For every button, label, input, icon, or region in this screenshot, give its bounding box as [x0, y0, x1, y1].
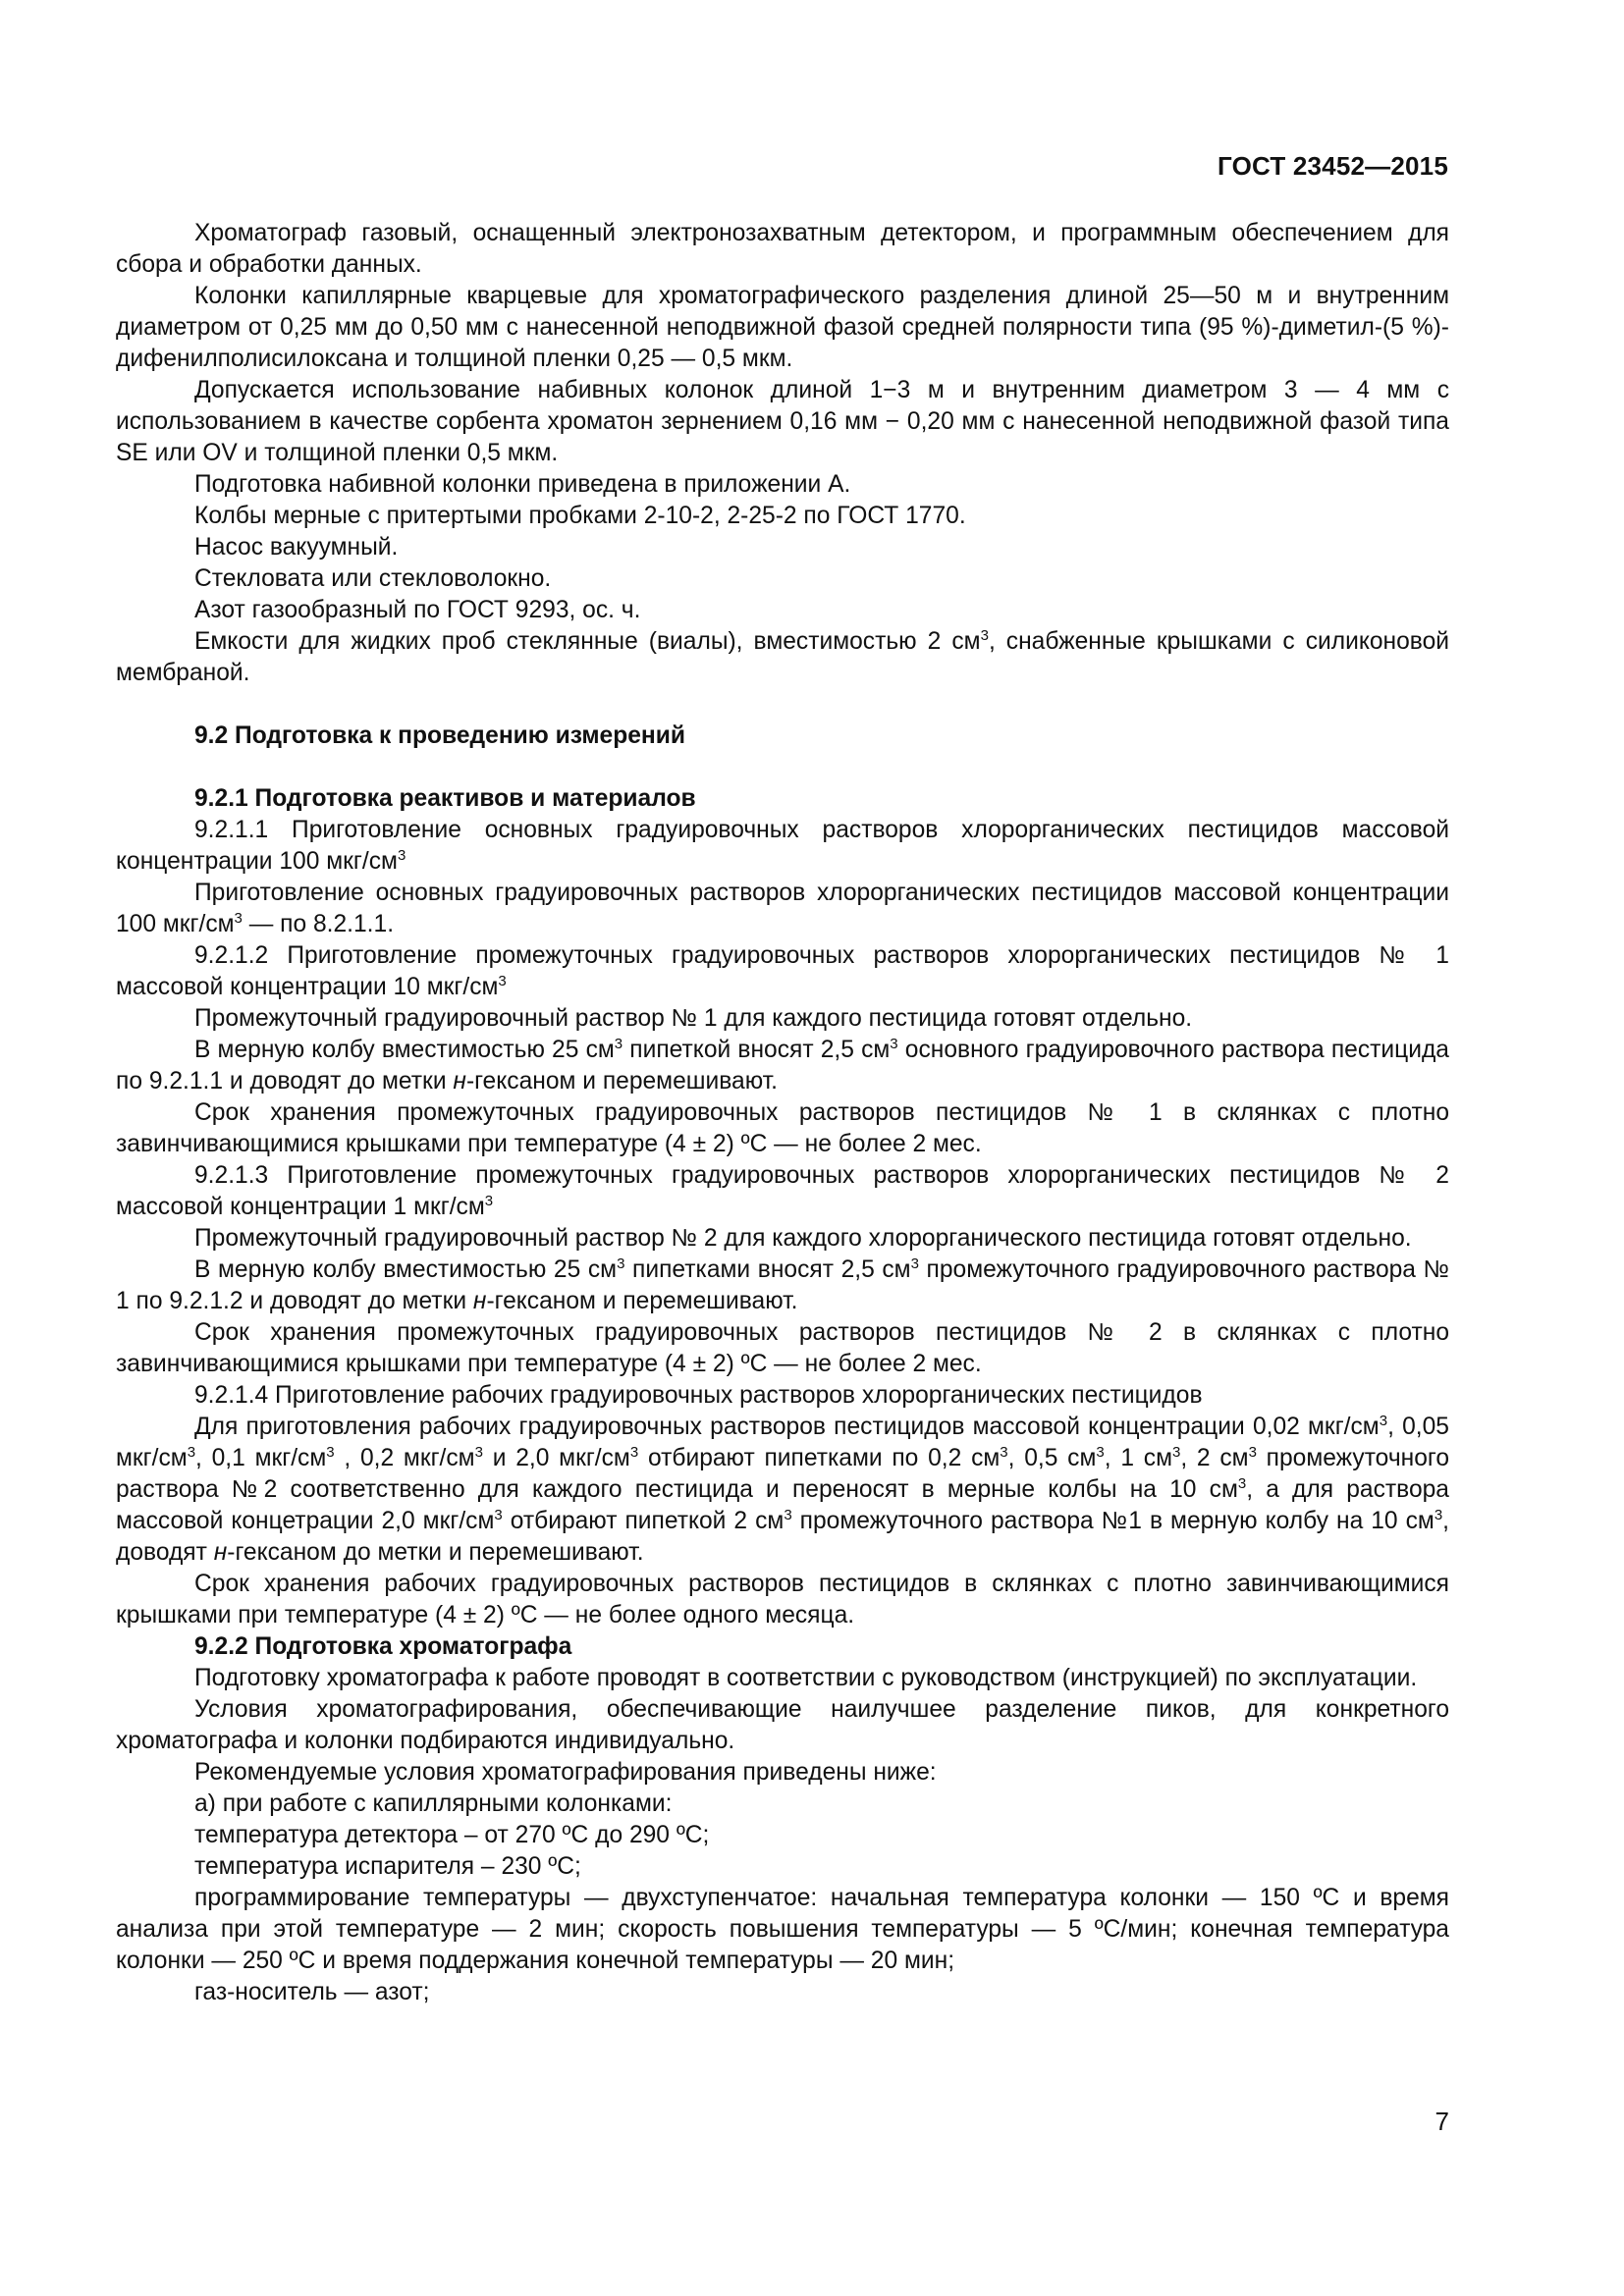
paragraph: Подготовка набивной колонки приведена в приложении А. — [194, 471, 851, 498]
paragraph: В мерную колбу вместимостью 25 $см^3$ пипетками вносят 2,5 $см^3$ промежуточного градуировочного раствора № 1 по 9.2.1.2 и доводят до метки н-гексаном и перемешивают. — [116, 1255, 1449, 1314]
paragraph: В мерную колбу вместимостью 25 $см^3$ пипеткой вносят 2,5 $см^3$ основного градуировочного раствора пестицида по 9.2.1.1 и доводят до метки н-гексаном и перемешивают. — [116, 1035, 1449, 1095]
paragraph: 9.2.1.3 Приготовление промежуточных градуировочных растворов хлорорганических пестицидов № 2 массовой концентрации 1 мкг/$см^3$ — [116, 1162, 1449, 1220]
paragraph: Стекловата или стекловолокно. — [194, 565, 552, 592]
paragraph: Хроматограф газовый, оснащенный электронозахватным детектором, и программным обеспечением для сбора и обработки данных. — [116, 220, 1449, 278]
paragraph: Азот газообразный по ГОСТ 9293, ос. ч. — [194, 597, 641, 623]
paragraph: 9.2.1.1 Приготовление основных градуировочных растворов хлорорганических пестицидов массовой концентрации 100 мкг/$см^3$ — [116, 817, 1449, 875]
paragraph: газ-носитель — азот; — [194, 1979, 430, 2005]
paragraph: Емкости для жидких проб стеклянные (виалы), вместимостью 2 $см^3$, снабженные крышками с силиконовой мембраной. — [116, 626, 1449, 686]
paragraph: Допускается использование набивных колонок длиной 1−3 м и внутренним диаметром 3 — 4 мм с использованием в качестве сорбента хроматон зернением 0,16 мм − 0,20 мм с нанесенной неподвижной фазой типа SE или OV и толщиной пленки 0,5 мкм. — [116, 377, 1449, 466]
paragraph: 9.2.1.2 Приготовление промежуточных градуировочных растворов хлорорганических пестицидов № 1 массовой концентрации 10 мкг/$см^3$ — [116, 942, 1449, 1000]
document-body — [116, 218, 1449, 2008]
paragraph: Промежуточный градуировочный раствор № 2 для каждого хлорорганического пестицида готовят отдельно. — [194, 1225, 1412, 1252]
paragraph: программирование температуры — двухступенчатое: начальная температура колонки — 150 ºС и время анализа при этой температуре — 2 мин; скорость повышения температуры — 5 ºС/мин; конечная температура колонки — 250 ºС и время поддержания конечной температуры — 20 мин; — [116, 1885, 1449, 1974]
page-number: 7 — [1435, 2107, 1449, 2136]
paragraph: 9.2.1.4 Приготовление рабочих градуировочных растворов хлорорганических пестицидов — [194, 1382, 1203, 1409]
paragraph: Приготовление основных градуировочных растворов хлорорганических пестицидов массовой концентрации 100 мкг/$см^3$ — по 8.2.1.1. — [116, 880, 1449, 937]
paragraph: Колбы мерные с притертыми пробками 2-10-2, 2-25-2 по ГОСТ 1770. — [194, 503, 966, 529]
paragraph: Срок хранения рабочих градуировочных растворов пестицидов в склянках с плотно завинчивающимися крышками при температуре (4 ± 2) ºС — не более одного месяца. — [116, 1571, 1449, 1629]
subsection-heading: 9.2.2 Подготовка хроматографа — [194, 1633, 572, 1660]
section-heading: 9.2 Подготовка к проведению измерений — [194, 722, 686, 749]
paragraph: Условия хроматографирования, обеспечивающие наилучшее разделение пиков, для конкретного хроматографа и колонки подбираются индивидуально. — [116, 1696, 1449, 1754]
paragraph: Подготовку хроматографа к работе проводят в соответствии с руководством (инструкцией) по эксплуатации. — [194, 1665, 1418, 1691]
paragraph: температура детектора – от 270 ºС до 290 ºС; — [194, 1822, 710, 1848]
paragraph: а) при работе с капиллярными колонками: — [194, 1790, 673, 1817]
subsection-heading: 9.2.1 Подготовка реактивов и материалов — [194, 785, 696, 812]
paragraph: Срок хранения промежуточных градуировочных растворов пестицидов № 2 в склянках с плотно завинчивающимися крышками при температуре (4 ± 2) ºС — не более 2 мес. — [116, 1319, 1449, 1377]
paragraph: температура испарителя – 230 ºС; — [194, 1853, 581, 1880]
paragraph: Для приготовления рабочих градуировочных растворов пестицидов массовой концентрации 0,02 мкг/$см^3$, 0,05 мкг/$см^3$, 0,1 мкг/$см^3$ , 0,2 мкг/$см^3$ и 2,0 мкг/$см^3$ отбирают пипетками по 0,2 $см^3$, 0,5 $см^3$, 1 $см^3$, 2 $см^3$ промежуточного раствора №2 соответственно для каждого пестицида и переносят в мерные колбы на 10 $см^3$, а для раствора массовой концетрации 2,0 мкг/$см^3$ отбирают пипеткой 2 $см^3$ промежуточного раствора №1 в мерную колбу на 10 $см^3$, доводят н-гексаном до метки и перемешивают. — [116, 1412, 1450, 1566]
paragraph: Колонки капиллярные кварцевые для хроматографического разделения длиной 25—50 м и внутренним диаметром от 0,25 мм до 0,50 мм с нанесенной неподвижной фазой средней полярности типа (95 %)-диметил-(5 %)-дифенилполисилоксана и толщиной пленки 0,25 — 0,5 мкм. — [116, 283, 1449, 372]
document-header: ГОСТ 23452—2015 — [1218, 151, 1448, 181]
paragraph: Рекомендуемые условия хроматографирования приведены ниже: — [194, 1759, 937, 1786]
paragraph: Насос вакуумный. — [194, 534, 399, 561]
paragraph: Промежуточный градуировочный раствор № 1 для каждого пестицида готовят отдельно. — [194, 1005, 1193, 1032]
paragraph: Срок хранения промежуточных градуировочных растворов пестицидов № 1 в склянках с плотно завинчивающимися крышками при температуре (4 ± 2) ºС — не более 2 мес. — [116, 1099, 1449, 1157]
